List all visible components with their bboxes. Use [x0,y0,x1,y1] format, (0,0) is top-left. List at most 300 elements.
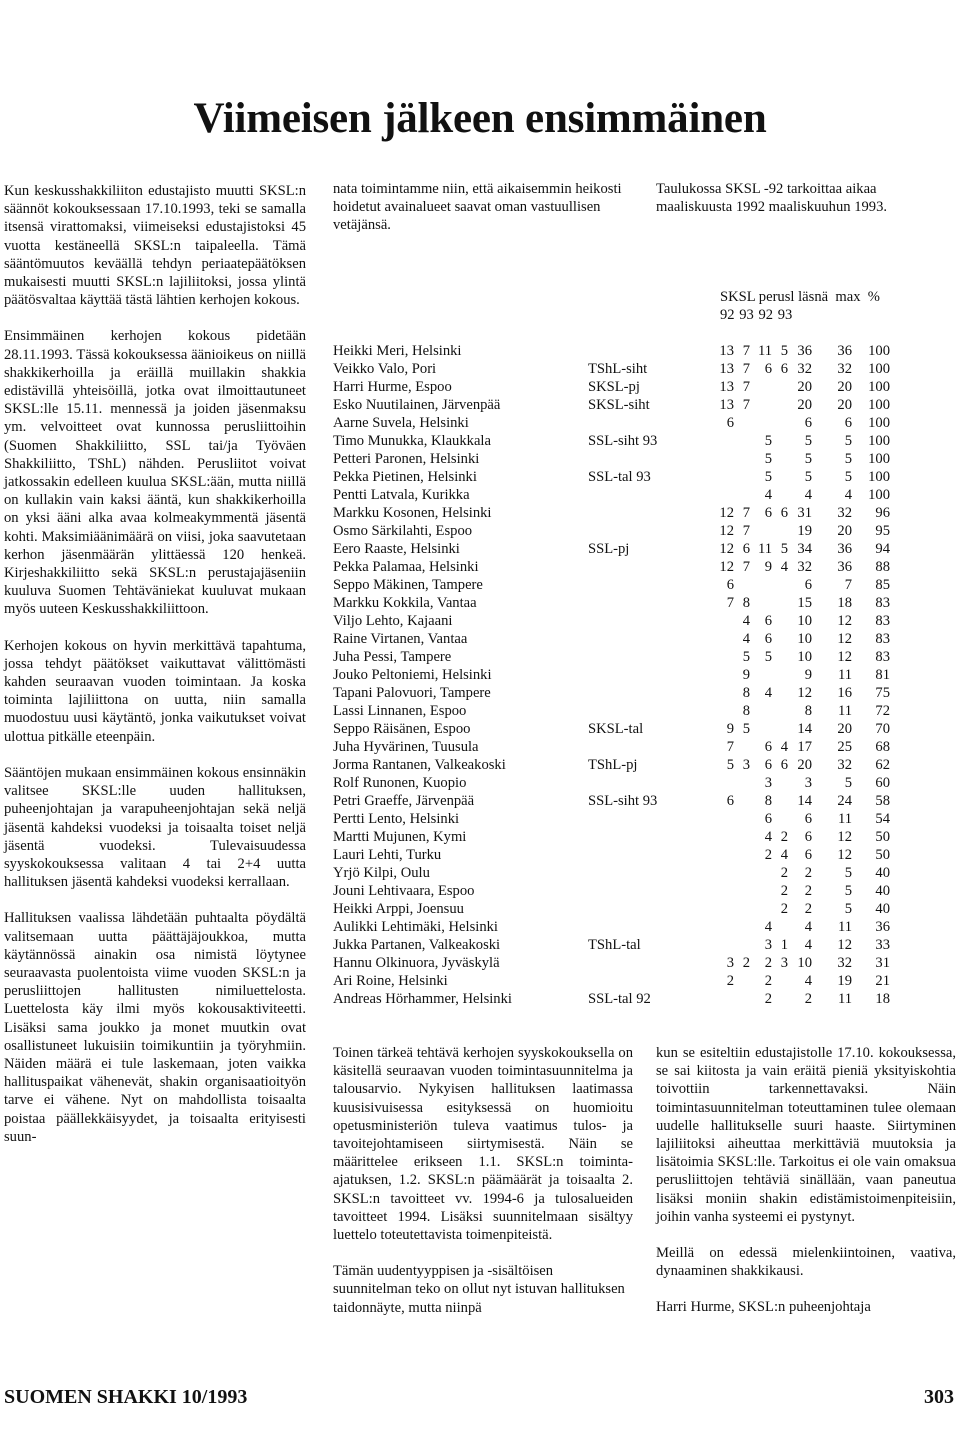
player-name: Aarne Suvela, Helsinki [333,415,469,431]
table-cell: 20 [837,397,852,413]
table-cell [710,810,734,828]
table-row [333,630,890,648]
table-cell [750,378,772,396]
table-cell: 5 [726,757,734,773]
paragraph: kun se esiteltiin edustajistolle 17.10. kokouksessa, se sai kiitosta ja vain eräitä pieniä yksityiskohtia toivottiin tarkennettavaksi. Näin toimintasuunnitelman toteuttaminen tulee olemaan uudelle hallitukselle suuri haaste. Siirtyminen lajiliitoksi aiheuttaa merkittäviä muutoksia ja lisätoimia SKSL:lle. Tarkoitus ei ole vain omaksua perusliittojen tehtäviä sinällään, vaan paneutua lisäksi moniin shakin edistämistoimenpiteisiin, joihin vanha systeemi ei pystynyt. [656,1045,956,1225]
player-name: Hannu Olkinuora, Jyväskylä [333,955,500,971]
table-cell: 8 [764,793,772,809]
table-cell [772,450,788,468]
table-row [333,360,890,378]
table-cell [772,972,788,990]
table-cell: 8 [804,703,812,719]
player-role [588,702,710,720]
table-cell: 1 [780,937,788,953]
table-cell: 6 [764,613,772,629]
table-cell: 6 [804,829,812,845]
table-cell [710,990,734,1008]
table-cell: 2 [764,955,772,971]
table-cell: 7 [726,739,734,755]
player-name: Timo Munukka, Klaukkala [333,433,491,449]
table-cell: 12 [837,649,852,665]
player-name: Martti Mujunen, Kymi [333,829,467,845]
attendance-table [333,342,890,1008]
player-name: Jukka Partanen, Valkeakoski [333,937,501,953]
table-cell: 18 [875,991,890,1007]
player-role [588,972,710,990]
table-cell [710,432,734,450]
table-cell: 6 [780,757,788,773]
table-row [333,666,890,684]
table-cell: 4 [764,829,772,845]
table-cell: 6 [804,415,812,431]
table-row [333,612,890,630]
table-cell [772,414,788,432]
page-number: 303 [924,1386,954,1408]
table-cell: 94 [875,541,890,557]
player-role: TShL-siht [588,361,648,377]
player-role [588,738,710,756]
table-cell [734,810,750,828]
table-cell [710,882,734,900]
table-cell: 6 [764,631,772,647]
table-cell: 6 [780,505,788,521]
table-cell: 83 [875,649,890,665]
table-cell: 10 [797,613,812,629]
player-name: Osmo Särkilahti, Espoo [333,523,473,539]
table-cell: 13 [719,397,734,413]
table-cell [750,882,772,900]
player-role [588,414,710,432]
article-column-2-top [333,180,633,235]
player-role [588,882,710,900]
table-cell [750,594,772,612]
table-row [333,954,890,972]
paragraph: Sääntöjen mukaan ensimmäinen kokous ensinnäkin valitsee SKSL:lle uuden hallituksen, puheenjohtajan ja varapuheenjohtajan sekä neljä jäsentä kahdeksi vuodeksi ja toisaalta toiset neljä jäsentä vuodeksi. Tulevaisuudessa syyskokouksessa valitaan 4 tai 2+4 uutta hallituksen jäsentä kahdeksi vuodeksi kerrallaan. [4,764,306,891]
player-name: Ari Roine, Helsinki [333,973,448,989]
table-cell: 2 [780,865,788,881]
table-cell [734,414,750,432]
table-row [333,540,890,558]
table-cell [772,468,788,486]
table-cell: 6 [780,361,788,377]
table-cell: 6 [726,415,734,431]
table-row [333,900,890,918]
table-cell: 13 [719,379,734,395]
table-row [333,414,890,432]
table-cell: 4 [780,847,788,863]
table-cell: 12 [837,937,852,953]
player-name: Heikki Arppi, Joensuu [333,901,464,917]
table-cell: 96 [875,505,890,521]
table-cell [710,666,734,684]
table-cell: 50 [875,829,890,845]
player-name: Markku Kokkila, Vantaa [333,595,477,611]
player-name: Aulikki Lehtimäki, Helsinki [333,919,498,935]
table-cell: 2 [726,973,734,989]
paragraph: Toinen tärkeä tehtävä kerhojen syyskokouksella on käsitellä seuraavan vuoden toimintasuunnitelma ja talousarvio. Nykyisen hallituksen laatimassa kuusisivuisessa esityksessä on huomioitu opetusministeriön tuleva vaatimus tulos- ja tavoitejohtamiseen siirtymisestä. Näin se määrittelee erikseen 1.1. SKSL:n toiminta-ajatuksen, 1.2. SKSL:n päämäärät ja toisaalta 2. SKSL:n tavoitteet vv. 1994-6 ja tulosalueiden tavoitteet 1994. Lisäksi suunnitelmaan sisältyy luettelo toteutettavista toimenpiteistä. [333,1045,633,1244]
table-cell [772,522,788,540]
table-cell [734,576,750,594]
table-cell: 100 [868,433,890,449]
table-cell [734,864,750,882]
table-cell: 36 [797,343,812,359]
table-cell [734,846,750,864]
table-row [333,648,890,666]
table-cell: 19 [797,523,812,539]
player-role [588,630,710,648]
article-column-1 [4,182,306,1164]
table-cell: 32 [797,559,812,575]
table-cell: 6 [804,577,812,593]
table-cell: 5 [844,469,852,485]
table-cell: 31 [875,955,890,971]
table-cell [734,486,750,504]
table-cell [772,378,788,396]
table-cell: 100 [868,379,890,395]
table-cell [710,900,734,918]
table-cell [734,432,750,450]
table-cell: 5 [804,451,812,467]
table-cell: 32 [837,361,852,377]
table-cell: 12 [837,613,852,629]
table-cell: 10 [797,955,812,971]
table-cell: 9 [764,559,772,575]
table-cell: 2 [804,901,812,917]
player-name: Juha Pessi, Tampere [333,649,452,665]
table-cell: 7 [742,505,750,521]
table-cell: 11 [757,541,772,557]
table-cell [710,864,734,882]
table-cell: 5 [844,451,852,467]
table-cell [750,396,772,414]
table-cell: 8 [742,595,750,611]
paragraph: Ensimmäinen kerhojen kokous pidetään 28.11.1993. Tässä kokouksessa äänioikeus on niillä shakkikerhoilla ja eräillä muillakin shakkia edistävillä yhteisöillä, jotka ovat ilmoittautuneet SKSL:lle 15.11. mennessä ja joiden jäsenmaksu ym. velvoitteet ovat kunnossa perusliittoihin (Suomen Shakkiliitto, SSL tai/ja Työväen Shakkiliitto, TShL) nähden. Perusliitot voivat jatkossakin edelleen kuulua SKSL:ään, mutta niillä on kullakin vain kaksi ääntä, kun shakkikerhoilla on yksi ääni alka avaa kolmeakymmentä jäsentä kohti. Maksimiäänimäärä on viisi, joka saavutetaan kerhon jäsenmäärän ylittäessä 120 henkeä. Kirjeshakkiliitto sekä SKSL:n perustajajäseniin kuuluva Suomen Tehtäväniekat kuuluvat mukaan myös uuteen Keskusshakkiliittoon. [4,328,306,618]
table-cell: 7 [742,343,750,359]
table-row [333,918,890,936]
table-cell: 36 [837,541,852,557]
table-cell: 100 [868,451,890,467]
table-cell [710,450,734,468]
player-role: SKSL-tal [588,721,644,737]
table-cell: 6 [742,541,750,557]
table-cell: 36 [875,919,890,935]
table-cell [710,702,734,720]
table-cell: 5 [742,649,750,665]
player-role [588,522,710,540]
table-cell: 10 [797,631,812,647]
table-cell: 11 [837,667,852,683]
table-cell: 81 [875,667,890,683]
table-row [333,486,890,504]
table-cell: 100 [868,487,890,503]
table-cell [772,990,788,1008]
table-header-line-1: SKSL perusl läsnä max % [720,289,880,305]
table-row [333,702,890,720]
table-cell: 72 [875,703,890,719]
table-cell: 100 [868,415,890,431]
table-cell [772,576,788,594]
player-name: Seppo Mäkinen, Tampere [333,577,483,593]
table-cell: 7 [742,397,750,413]
table-cell: 32 [837,955,852,971]
table-cell: 13 [719,361,734,377]
table-cell: 3 [764,937,772,953]
table-header-line-2: 92 93 92 93 [720,307,793,323]
table-cell: 20 [797,379,812,395]
player-name: Tapani Palovuori, Tampere [333,685,491,701]
player-role [588,810,710,828]
player-role [588,342,710,360]
table-row [333,720,890,738]
player-role: SSL-tal 93 [588,469,651,485]
table-cell: 70 [875,721,890,737]
player-role [588,846,710,864]
table-cell: 4 [764,685,772,701]
table-cell: 5 [764,433,772,449]
table-cell [734,900,750,918]
table-cell: 21 [875,973,890,989]
table-cell: 5 [780,343,788,359]
table-cell [734,792,750,810]
player-role [588,774,710,792]
table-row [333,972,890,990]
table-cell: 83 [875,613,890,629]
player-name: Eero Raaste, Helsinki [333,541,460,557]
table-cell: 11 [757,343,772,359]
paragraph: Kerhojen kokous on hyvin merkittävä tapahtuma, jossa tehdyt päätökset vaikuttavat välittömästi kahden seuraavan vuoden toimintaan. Ja koska toiminta lajiliittona on uutta, niin samalla muodostuu uusi käytäntö, jonka vaikutukset voivat ulottua pitkälle eteenpäin. [4,637,306,745]
table-cell [710,918,734,936]
table-cell: 5 [742,721,750,737]
player-name: Viljo Lehto, Kajaani [333,613,453,629]
player-role: SSL-siht 93 [588,433,658,449]
table-cell [710,936,734,954]
table-cell: 75 [875,685,890,701]
table-cell: 10 [797,649,812,665]
table-cell: 14 [797,793,812,809]
table-cell [772,810,788,828]
table-cell [710,486,734,504]
table-cell [734,738,750,756]
paragraph: Hallituksen vaalissa lähdetään puhtaalta pöydältä valitsemaan uutta päättäjäjoukkoa, mutta käytännössä ainakin osa nimistä löytynee seuraavasta puolentoista viime vuoden SKSL:n ja perusliittojen hallitusten nimiluettelosta. Luettelosta käy ilmi myös kokousaktiviteetti. Lisäksi sama joukko ja monet muutkin ovat osallistuneet lukuisiin toimikuntiin ja työryhmiin. Näiden määrä ei tule laskemaan, joten vaikka hallituspaikat vähenevät, shakin organisaatioityön tarve ei vähene. Nyt on mahdollista toisaalta poistaa päällekkäisyydet, ja toisaalta erityisesti suun- [4,910,306,1145]
player-role [588,504,710,522]
table-cell: 40 [875,883,890,899]
player-name: Veikko Valo, Pori [333,361,437,377]
table-cell: 36 [837,559,852,575]
table-cell: 5 [844,775,852,791]
table-cell: 5 [764,451,772,467]
table-cell: 15 [797,595,812,611]
table-cell: 6 [726,793,734,809]
table-cell: 9 [742,667,750,683]
table-cell: 12 [719,559,734,575]
table-cell: 2 [764,847,772,863]
table-cell: 4 [804,487,812,503]
table-cell [750,576,772,594]
table-cell [734,972,750,990]
table-row [333,504,890,522]
table-cell [710,612,734,630]
table-row [333,396,890,414]
table-cell [750,720,772,738]
paragraph: Tämän uudentyyppisen ja -sisältöisen suunnitelman teko on ollut nyt istuvan hallituksen taidonnäyte, mutta niinpä [333,1263,625,1316]
player-name: Markku Kosonen, Helsinki [333,505,492,521]
table-cell [772,774,788,792]
player-role [588,918,710,936]
table-note: Taulukossa SKSL -92 tarkoittaa aikaa maaliskuusta 1992 maaliskuuhun 1993. [656,181,888,216]
table-cell: 12 [719,523,734,539]
table-cell: 4 [844,487,852,503]
table-row [333,378,890,396]
player-name: Pekka Palamaa, Helsinki [333,559,479,575]
player-name: Yrjö Kilpi, Oulu [333,865,430,881]
player-name: Heikki Meri, Helsinki [333,343,462,359]
player-role: SKSL-siht [588,397,650,413]
table-cell [772,594,788,612]
table-cell: 14 [797,721,812,737]
table-cell [772,666,788,684]
player-role [588,450,710,468]
table-cell: 3 [780,955,788,971]
table-cell: 5 [804,469,812,485]
table-cell: 85 [875,577,890,593]
table-cell: 4 [764,919,772,935]
table-row [333,990,890,1008]
table-cell [710,468,734,486]
table-cell: 7 [726,595,734,611]
table-cell [710,648,734,666]
player-name: Rolf Runonen, Kuopio [333,775,467,791]
player-role [588,666,710,684]
table-cell: 31 [797,505,812,521]
table-cell: 83 [875,595,890,611]
player-name: Pentti Latvala, Kurikka [333,487,470,503]
player-role [588,864,710,882]
player-role [588,594,710,612]
table-cell: 95 [875,523,890,539]
table-row [333,450,890,468]
table-cell: 5 [764,649,772,665]
player-role [588,900,710,918]
table-cell [750,702,772,720]
table-cell: 4 [804,937,812,953]
table-cell [750,864,772,882]
table-cell [772,720,788,738]
paragraph: nata toimintamme niin, että aikaisemmin heikosti hoidetut avainalueet saavat oman vastuullisen vetäjänsä. [333,181,622,234]
author-signature: Harri Hurme, SKSL:n puheenjohtaja [656,1299,871,1316]
table-cell [734,882,750,900]
player-name: Petri Graeffe, Järvenpää [333,793,475,809]
table-cell: 20 [837,523,852,539]
table-row [333,468,890,486]
table-cell: 50 [875,847,890,863]
table-cell: 62 [875,757,890,773]
player-name: Lauri Lehti, Turku [333,847,442,863]
player-role: SSL-siht 93 [588,793,658,809]
table-cell: 6 [764,739,772,755]
player-role [588,558,710,576]
table-cell: 6 [764,505,772,521]
table-cell: 2 [804,883,812,899]
table-cell: 58 [875,793,890,809]
table-cell: 100 [868,343,890,359]
table-cell: 16 [837,685,852,701]
attendance-table-body [333,342,890,1008]
table-row [333,594,890,612]
table-cell: 33 [875,937,890,953]
player-name: Pekka Pietinen, Helsinki [333,469,477,485]
player-role [588,486,710,504]
table-row [333,522,890,540]
table-cell [710,846,734,864]
table-cell [734,990,750,1008]
table-cell [750,414,772,432]
player-role: TShL-tal [588,937,641,953]
table-cell: 5 [844,883,852,899]
table-cell: 24 [837,793,852,809]
table-cell: 2 [780,901,788,917]
player-name: Andreas Hörhammer, Helsinki [333,991,512,1007]
table-cell: 12 [837,829,852,845]
table-cell: 88 [875,559,890,575]
table-cell: 4 [764,487,772,503]
table-cell [772,702,788,720]
table-cell: 12 [837,631,852,647]
table-cell [734,918,750,936]
table-cell [772,630,788,648]
table-cell [772,396,788,414]
player-role [588,954,710,972]
table-cell: 5 [804,433,812,449]
table-cell: 2 [804,865,812,881]
table-cell [772,432,788,450]
table-cell: 4 [742,613,750,629]
table-cell: 6 [764,811,772,827]
table-cell [734,468,750,486]
table-cell: 11 [837,991,852,1007]
table-cell: 11 [837,811,852,827]
table-cell [750,522,772,540]
table-cell: 11 [837,703,852,719]
table-cell: 3 [726,955,734,971]
article-title: Viimeisen jälkeen ensimmäinen [193,95,767,142]
player-name: Petteri Paronen, Helsinki [333,451,480,467]
table-cell: 7 [742,379,750,395]
table-cell: 83 [875,631,890,647]
table-cell: 18 [837,595,852,611]
table-row [333,576,890,594]
table-cell [772,486,788,504]
table-cell: 8 [742,703,750,719]
table-row [333,810,890,828]
player-name: Jorma Rantanen, Valkeakoski [333,757,506,773]
table-cell: 4 [804,919,812,935]
table-cell: 32 [837,757,852,773]
player-name: Raine Virtanen, Vantaa [333,631,468,647]
article-column-3-top [656,180,956,216]
table-cell: 32 [837,505,852,521]
table-cell: 2 [780,883,788,899]
table-cell [710,828,734,846]
table-cell [772,792,788,810]
article-column-3-bottom [656,1044,956,1317]
table-cell: 4 [780,559,788,575]
table-row [333,846,890,864]
table-cell: 6 [726,577,734,593]
table-row [333,342,890,360]
table-cell: 7 [742,361,750,377]
table-cell [772,612,788,630]
table-cell: 8 [742,685,750,701]
